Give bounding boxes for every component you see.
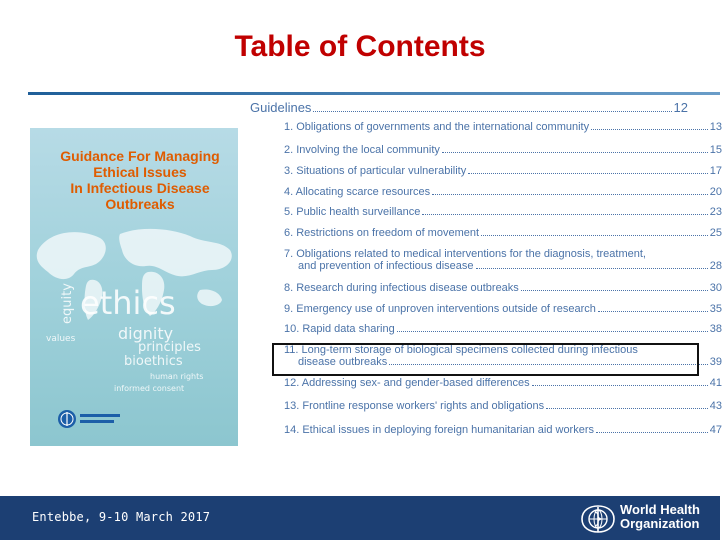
title-divider xyxy=(28,92,720,95)
report-cover-image xyxy=(30,128,238,446)
cover-word: bioethics xyxy=(124,354,183,369)
leader-dots xyxy=(397,331,708,332)
toc-item-page: 23 xyxy=(709,206,722,218)
cover-title-line: Ethical Issues xyxy=(93,164,187,180)
footer-event-text: Entebbe, 9-10 March 2017 xyxy=(32,510,211,524)
who-emblem-icon xyxy=(576,504,620,534)
toc-item-page: 38 xyxy=(709,323,722,335)
toc-item-label: 4. Allocating scarce resources xyxy=(284,186,431,198)
toc-item xyxy=(250,303,722,315)
toc-item xyxy=(250,248,722,272)
toc-item xyxy=(250,377,722,389)
toc-item-label: 3. Situations of particular vulnerability xyxy=(284,165,467,177)
leader-dots xyxy=(313,111,671,112)
toc-heading-page: 12 xyxy=(673,100,688,115)
toc-item-page: 43 xyxy=(709,400,722,412)
cover-title-line: Outbreaks xyxy=(105,196,175,212)
toc-item xyxy=(250,165,722,177)
toc-item-label: 8. Research during infectious disease outbreaks xyxy=(284,282,519,294)
toc-item-label: 2. Involving the local community xyxy=(284,144,440,156)
leader-dots xyxy=(422,214,707,215)
toc-item-page: 25 xyxy=(709,227,722,239)
toc-item xyxy=(250,144,722,156)
toc-item-page: 41 xyxy=(709,377,722,389)
toc-item-label: 9. Emergency use of unproven interventions outside of research xyxy=(284,303,596,315)
cover-word: equity xyxy=(60,283,75,324)
toc-item-label: 1. Obligations of governments and the international community xyxy=(284,121,590,133)
who-name-line: World Health xyxy=(620,502,700,517)
cover-word: principles xyxy=(138,340,201,355)
leader-dots xyxy=(442,152,708,153)
toc-item-page: 47 xyxy=(709,424,722,436)
leader-dots xyxy=(521,290,708,291)
leader-dots xyxy=(476,268,708,269)
toc-item-label: 14. Ethical issues in deploying foreign humanitarian aid workers xyxy=(284,424,595,436)
toc-item xyxy=(250,400,722,412)
toc-item-page: 20 xyxy=(709,186,722,198)
leader-dots xyxy=(546,408,708,409)
toc-item-label: 6. Restrictions on freedom of movement xyxy=(284,227,480,239)
toc-heading xyxy=(250,100,688,115)
leader-dots xyxy=(591,129,708,130)
cover-word: dignity xyxy=(118,324,174,343)
who-name-line: Organization xyxy=(620,516,700,531)
cover-word: values xyxy=(46,334,76,344)
toc-item xyxy=(250,121,722,133)
toc-item xyxy=(250,282,722,294)
toc-item-page: 17 xyxy=(709,165,722,177)
toc-item xyxy=(250,323,722,335)
who-logo-small xyxy=(56,408,126,430)
highlight-box xyxy=(272,343,699,376)
toc-item-label: 13. Frontline response workers' rights and obligations xyxy=(284,400,545,412)
toc-heading-label: Guidelines xyxy=(250,100,312,115)
cover-word-ethics: ethics xyxy=(80,284,176,322)
cover-word: human rights xyxy=(150,372,204,381)
leader-dots xyxy=(432,194,708,195)
toc-item-label: 11. Long-term storage of biological specimens collected during infectious xyxy=(284,344,638,356)
cover-word: informed consent xyxy=(114,384,185,393)
toc-item-label: 12. Addressing sex- and gender-based differences xyxy=(284,377,530,389)
toc-item xyxy=(250,424,722,436)
toc-item-page: 15 xyxy=(709,144,722,156)
leader-dots xyxy=(596,432,708,433)
slide-title: Table of Contents xyxy=(234,30,486,63)
toc-item-page: 13 xyxy=(709,121,722,133)
cover-title-line: Guidance For Managing xyxy=(60,148,220,164)
toc-item xyxy=(250,186,722,198)
toc-item-label: 5. Public health surveillance xyxy=(284,206,421,218)
toc-item-label: 7. Obligations related to medical interventions for the diagnosis, treatment, xyxy=(284,248,646,260)
leader-dots xyxy=(598,311,708,312)
toc-item xyxy=(250,206,722,218)
toc-item-page: 30 xyxy=(709,282,722,294)
cover-title-line: In Infectious Disease xyxy=(70,180,210,196)
toc-item-label: 10. Rapid data sharing xyxy=(284,323,395,335)
leader-dots xyxy=(532,385,708,386)
toc-item xyxy=(250,227,722,239)
leader-dots xyxy=(481,235,708,236)
toc-item-page: 35 xyxy=(709,303,722,315)
toc-item-page: 39 xyxy=(709,356,722,368)
leader-dots xyxy=(468,173,708,174)
toc-item-page: 28 xyxy=(709,260,722,272)
cover-title xyxy=(50,148,230,212)
who-name xyxy=(620,503,700,531)
toc-item-label-cont: disease outbreaks xyxy=(298,356,388,368)
toc-item-label-cont: and prevention of infectious disease xyxy=(298,260,474,272)
